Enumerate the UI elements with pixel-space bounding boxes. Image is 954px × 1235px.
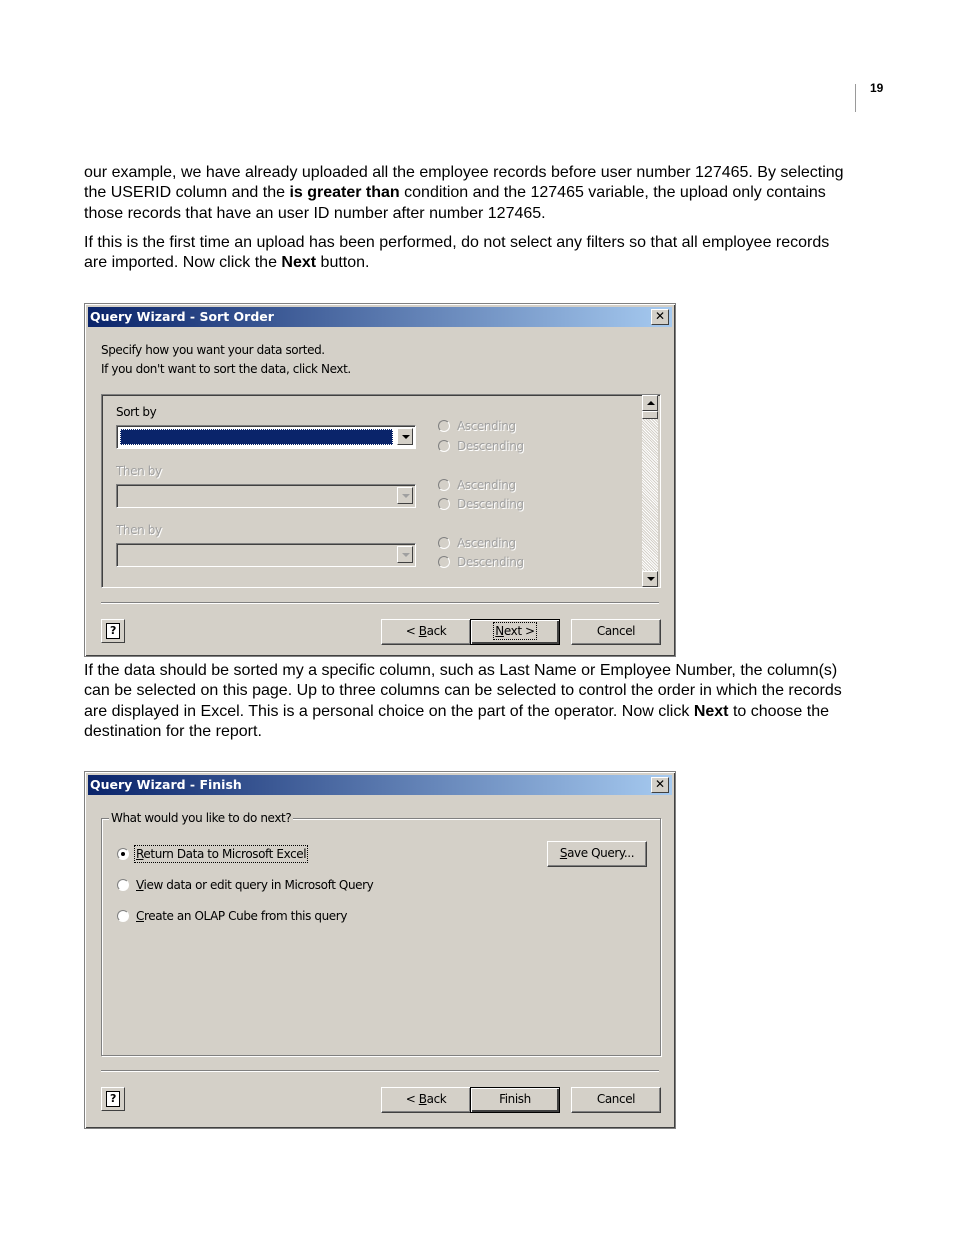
return-data-label[interactable]: Return Data to Microsoft Excel (136, 847, 307, 861)
save-query-button[interactable]: Save Query... (547, 841, 647, 867)
create-olap-radio[interactable] (117, 910, 129, 922)
view-query-label[interactable]: View data or edit query in Microsoft Query (136, 878, 374, 892)
help-icon: ? (106, 1091, 120, 1107)
sort3-descending-radio[interactable] (438, 556, 450, 568)
scroll-down-icon[interactable] (642, 571, 658, 587)
sort-fields-panel (101, 394, 661, 588)
return-data-radio[interactable] (117, 848, 129, 860)
page-number-rule (855, 84, 856, 112)
close-icon[interactable]: ✕ (651, 309, 669, 325)
chevron-down-icon[interactable] (397, 428, 413, 445)
scroll-thumb[interactable] (642, 411, 658, 419)
view-query-radio[interactable] (117, 879, 129, 891)
create-olap-label[interactable]: Create an OLAP Cube from this query (136, 909, 348, 923)
sort-instruction-line1: Specify how you want your data sorted. (101, 343, 325, 357)
sort-dialog-separator (101, 602, 659, 604)
sort-back-button[interactable]: < Back (381, 619, 471, 645)
close-icon[interactable]: ✕ (651, 777, 669, 793)
sort2-descending-radio[interactable] (438, 498, 450, 510)
paragraph-filter-example: our example, we have already uploaded all the employee records before user number 127465. By selecting the USERID column and the is greater than condition and the 127465 variable, the upload only contains those records that have an user ID number after number 127465. (84, 164, 844, 222)
sort-by-combobox[interactable] (116, 425, 416, 449)
chevron-down-icon[interactable] (397, 546, 413, 563)
sort2-ascending-label: Ascending (457, 478, 516, 492)
sort3-ascending-radio[interactable] (438, 537, 450, 549)
sort2-descending-label: Descending (457, 497, 524, 511)
paragraph-first-upload: If this is the first time an upload has been performed, do not select any filters so that all employee records are imported. Now click the Next button. (84, 234, 830, 272)
finish-dialog-titlebar (88, 775, 672, 795)
sort3-descending-label: Descending (457, 555, 524, 569)
sort-help-button[interactable] (101, 619, 125, 643)
then-by-combobox-1[interactable] (116, 484, 416, 508)
sort-order-dialog (84, 303, 676, 657)
finish-back-button[interactable]: < Back (381, 1087, 471, 1113)
sort-by-selection (120, 429, 393, 445)
finish-help-button[interactable] (101, 1087, 125, 1111)
sort-by-label: Sort by (116, 405, 157, 419)
sort-dialog-titlebar (88, 307, 672, 327)
scroll-up-icon[interactable] (642, 395, 658, 411)
sort-instruction-line2: If you don't want to sort the data, click Next. (101, 362, 351, 376)
then-by-combobox-2[interactable] (116, 543, 416, 567)
sort1-descending-label: Descending (457, 439, 524, 453)
page-number: 19 (870, 81, 884, 95)
finish-cancel-button[interactable]: Cancel (571, 1087, 661, 1113)
sort-dialog-title: Query Wizard - Sort Order (90, 309, 274, 324)
finish-dialog-title: Query Wizard - Finish (90, 777, 242, 792)
finish-dialog (84, 771, 676, 1129)
chevron-down-icon[interactable] (397, 487, 413, 504)
sort3-ascending-label: Ascending (457, 536, 516, 550)
sort1-descending-radio[interactable] (438, 440, 450, 452)
sort2-ascending-radio[interactable] (438, 479, 450, 491)
then-by-label-1: Then by (116, 464, 162, 478)
sort-next-button[interactable]: Next > (470, 619, 560, 645)
then-by-label-2: Then by (116, 523, 162, 537)
finish-dialog-separator (101, 1070, 659, 1072)
sort-panel-scrollbar[interactable] (642, 395, 658, 587)
help-icon: ? (106, 623, 120, 639)
next-action-question: What would you like to do next? (111, 811, 292, 825)
sort1-ascending-radio[interactable] (438, 420, 450, 432)
sort1-ascending-label: Ascending (457, 419, 516, 433)
finish-button[interactable]: Finish (470, 1087, 560, 1113)
paragraph-sort-explanation: If the data should be sorted my a specific column, such as Last Name or Employee Number, the column(s) can be selected on this page. Up to three columns can be selected to control the order in which the records are displayed in Excel. This is a personal choice on the part of the operator. Now click Next to choose the destination for the report. (84, 662, 842, 740)
sort-cancel-button[interactable]: Cancel (571, 619, 661, 645)
